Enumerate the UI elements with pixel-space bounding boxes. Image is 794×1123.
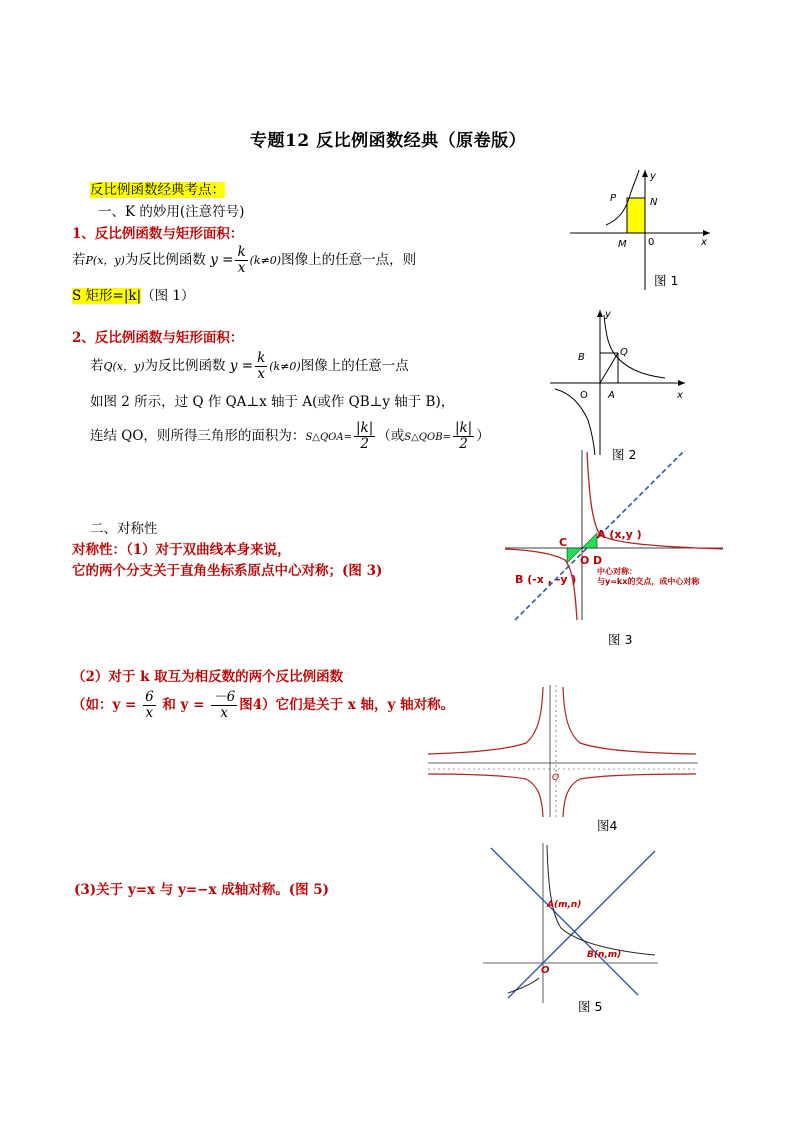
figure-2: [540, 305, 700, 465]
item2-title: 2、反比例函数与矩形面积：: [72, 330, 244, 346]
symmetry-line1: 对称性：（1）对于双曲线本身来说，: [72, 542, 291, 558]
fig1-label-p: P: [610, 193, 617, 204]
symmetry-line5: (3)关于 y=x 与 y=−x 成轴对称。(图 5): [74, 882, 330, 898]
fig5-caption: 图 5: [578, 999, 603, 1014]
figure-1: [560, 165, 720, 295]
fig5-label-b: B(n,m): [587, 950, 622, 960]
item2-line1: 若Q(x，y)为反比例函数 y = $\frac{k}{x}$ (k≠0)图像上的任意一点: [90, 350, 409, 382]
fig3-note1: 中心对称：: [597, 567, 637, 576]
fig3-label-d: D: [593, 554, 603, 567]
fig1-label-o: 0: [648, 237, 655, 248]
fig2-label-o: O: [580, 390, 588, 401]
fig1-caption: 图 1: [654, 273, 679, 288]
figure-5: [483, 843, 658, 1015]
item1-result: S 矩形=|k|（图 1）: [72, 288, 195, 304]
fig4-caption: 图4: [597, 818, 618, 833]
fig3-label-c: C: [559, 536, 568, 549]
section2-heading: 二、对称性: [90, 521, 158, 537]
item2-line3: 连结 QO，则所得三角形的面积为：S△QOA= $\frac{|k|}{2}$ （或S△QOB= $\frac{|k|}{2}$ ）: [90, 420, 490, 452]
fig3-note2: 与y=kx的交点，成中心对称: [597, 577, 700, 586]
fig3-label-a: A (x,y ): [597, 528, 642, 541]
topics-heading: 反比例函数经典考点：: [90, 182, 225, 198]
figure-4: [428, 685, 700, 835]
symmetry-line4: （如：y = $\frac{6}{x}$ 和 y = $\frac{-6}{x}$ 图4）它们是关于 x 轴，y 轴对称。: [72, 689, 455, 721]
fig5-label-a: A(m,n): [547, 900, 582, 910]
page-title: 专题12 反比例函数经典（原卷版）: [250, 131, 527, 151]
fig3-label-b: B (-x , -y ): [515, 573, 577, 586]
fig2-label-q: Q: [620, 347, 628, 358]
symmetry-line3: （2）对于 k 取互为相反数的两个反比例函数: [72, 669, 344, 685]
fig4-label-o: O: [552, 773, 560, 783]
fig3-label-o: O: [580, 554, 590, 567]
item2-line2: 如图 2 所示，过 Q 作 QA⊥x 轴于 A(或作 QB⊥y 轴于 B)，: [90, 394, 455, 410]
fig2-label-b: B: [578, 352, 585, 363]
fig2-label-a: A: [608, 390, 615, 401]
item1-title: 1、反比例函数与矩形面积：: [72, 226, 244, 242]
fig1-label-m: M: [618, 239, 627, 250]
section1-heading: 一、K 的妙用(注意符号): [98, 204, 245, 220]
item1-line: 若P(x，y)为反比例函数 y = $\frac{k}{x}$ (k≠0)图像上的任意一点，则: [72, 244, 417, 276]
fig1-label-x: x: [701, 237, 707, 248]
fig1-label-n: N: [650, 197, 658, 208]
fig2-label-y: y: [605, 309, 611, 320]
fig5-label-o: O: [541, 965, 550, 976]
fig3-caption: 图 3: [608, 632, 633, 647]
fig2-caption: 图 2: [612, 447, 637, 462]
symmetry-line2: 它的两个分支关于直角坐标系原点中心对称；(图 3): [72, 563, 383, 579]
fig1-label-y: y: [650, 171, 656, 182]
figure-3: [505, 450, 725, 655]
fig2-label-x: x: [677, 390, 683, 401]
